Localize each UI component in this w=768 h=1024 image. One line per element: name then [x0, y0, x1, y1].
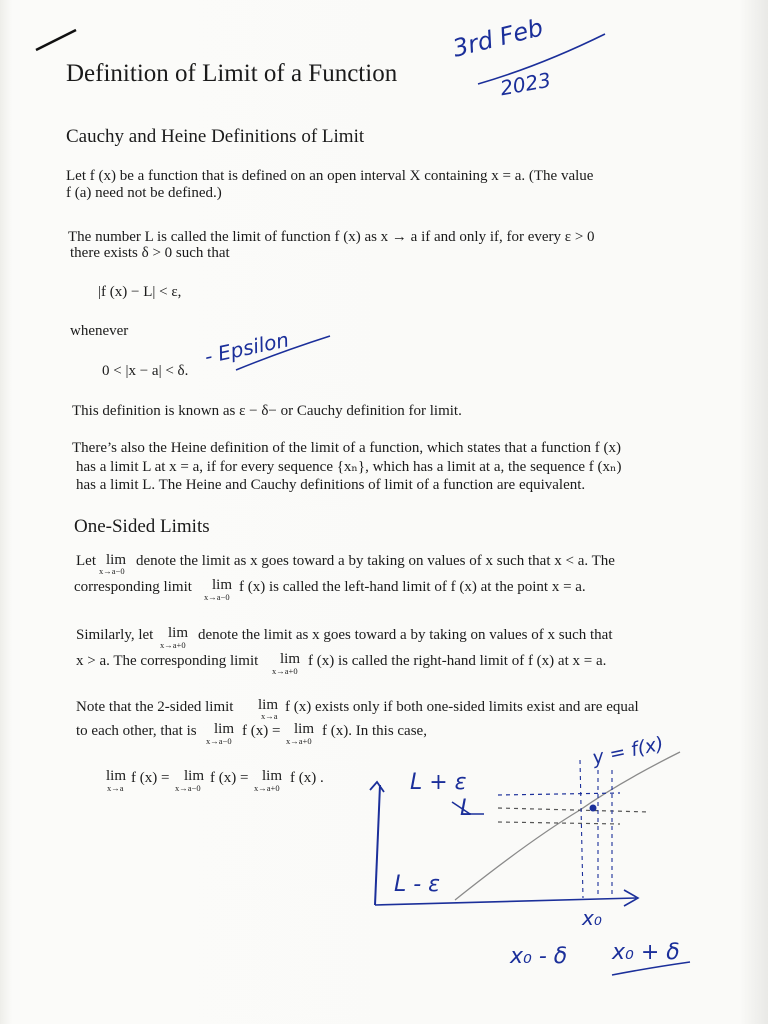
lim-subscript: x→a−0: [99, 566, 125, 576]
lim-operator: lim: [262, 768, 283, 784]
lim-subscript: x→a+0: [286, 736, 312, 746]
paragraph-line: The number L is called the limit of function f (x) as x → a if and only if, for every ε > 0: [68, 229, 595, 245]
handwritten-date-year: 2023: [498, 67, 553, 101]
formula-epsilon: |f (x) − L| < ε,: [98, 284, 182, 300]
text-fragment: to each other, that is: [76, 723, 197, 739]
text-fragment: denote the limit as x goes toward a by taking on values of x such that: [198, 627, 613, 643]
lim-subscript: x→a+0: [160, 640, 186, 650]
text-fragment: f (x). In this case,: [322, 723, 427, 739]
formula-delta: 0 < |x − a| < δ.: [102, 363, 189, 379]
paragraph-line: There’s also the Heine definition of the limit of a function, which states that a function f (x): [72, 440, 622, 456]
text-fragment: f (x) is called the right-hand limit of f (x) at x = a.: [308, 653, 607, 669]
y-axis-line: [375, 785, 380, 905]
upper-band-line: [498, 793, 620, 795]
text-fragment: f (x) =: [131, 770, 170, 786]
sketch-label-x0: x₀: [582, 906, 602, 930]
limit-point: [590, 805, 597, 812]
section-heading-one-sided: One-Sided Limits: [74, 516, 210, 537]
lim-operator: lim: [258, 697, 279, 713]
handwritten-date-day: 3rd Feb: [449, 13, 546, 63]
paragraph-line: there exists δ > 0 such that: [70, 245, 230, 261]
lim-subscript: x→a+0: [254, 783, 280, 793]
lim-subscript: x→a: [261, 711, 278, 721]
sketch-label-function: y = f(x): [590, 732, 666, 770]
text-fragment: f (x) is called the left-hand limit of f (x) at the point x = a.: [239, 579, 586, 595]
text-fragment: Let: [76, 553, 96, 569]
lim-operator: lim: [212, 577, 233, 593]
text-fragment: f (x) =: [210, 770, 249, 786]
sketch-label-l-minus-epsilon: L - ε: [394, 872, 441, 897]
sketch-label-x0-minus-delta: x₀ - δ: [510, 944, 568, 969]
lim-operator: lim: [214, 721, 235, 737]
text-fragment: Similarly, let: [76, 627, 154, 643]
paragraph-line: has a limit L. The Heine and Cauchy definitions of limit of a function are equivalent.: [76, 477, 586, 493]
page-title: Definition of Limit of a Function: [66, 60, 398, 87]
x-axis-line: [375, 898, 636, 905]
whenever-label: whenever: [70, 323, 129, 339]
sketch-label-l: L: [460, 796, 473, 821]
lim-operator: lim: [280, 651, 301, 667]
sketch-label-x0-plus-delta: x₀ + δ: [612, 940, 680, 965]
function-curve: [455, 752, 680, 900]
paragraph-line: has a limit L at x = a, if for every sequence {xₙ}, which has a limit at a, the sequence f (xₙ): [76, 459, 622, 475]
text-fragment: f (x) .: [290, 770, 324, 786]
lim-subscript: x→a−0: [206, 736, 232, 746]
lim-subscript: x→a−0: [175, 783, 201, 793]
l-line: [498, 808, 650, 812]
lim-operator: lim: [168, 625, 189, 641]
text-fragment: Note that the 2-sided limit: [76, 699, 234, 715]
paragraph-line: Let f (x) be a function that is defined on an open interval X containing x = a. (The value: [66, 168, 594, 184]
lim-operator: lim: [106, 552, 127, 568]
paragraph-line: f (a) need not be defined.): [66, 185, 222, 201]
lim-subscript: x→a+0: [272, 666, 298, 676]
text-fragment: denote the limit as x goes toward a by taking on values of x such that x < a. The: [136, 553, 615, 569]
paragraph-line: This definition is known as ε − δ− or Cauchy definition for limit.: [72, 403, 462, 419]
lim-subscript: x→a: [107, 783, 124, 793]
lim-operator: lim: [184, 768, 205, 784]
lim-operator: lim: [294, 721, 315, 737]
section-heading-cauchy: Cauchy and Heine Definitions of Limit: [66, 126, 365, 147]
handwritten-epsilon-note: - Epsilon: [202, 327, 291, 369]
text-fragment: f (x) exists only if both one-sided limits exist and are equal: [285, 699, 639, 715]
text-fragment: corresponding limit: [74, 579, 192, 595]
text-fragment: f (x) =: [242, 723, 281, 739]
text-fragment: x > a. The corresponding limit: [76, 653, 259, 669]
y-axis-arrow-icon: [370, 782, 384, 792]
lim-subscript: x→a−0: [204, 592, 230, 602]
sketch-label-l-plus-epsilon: L + ε: [410, 770, 467, 795]
lim-operator: lim: [106, 768, 127, 784]
